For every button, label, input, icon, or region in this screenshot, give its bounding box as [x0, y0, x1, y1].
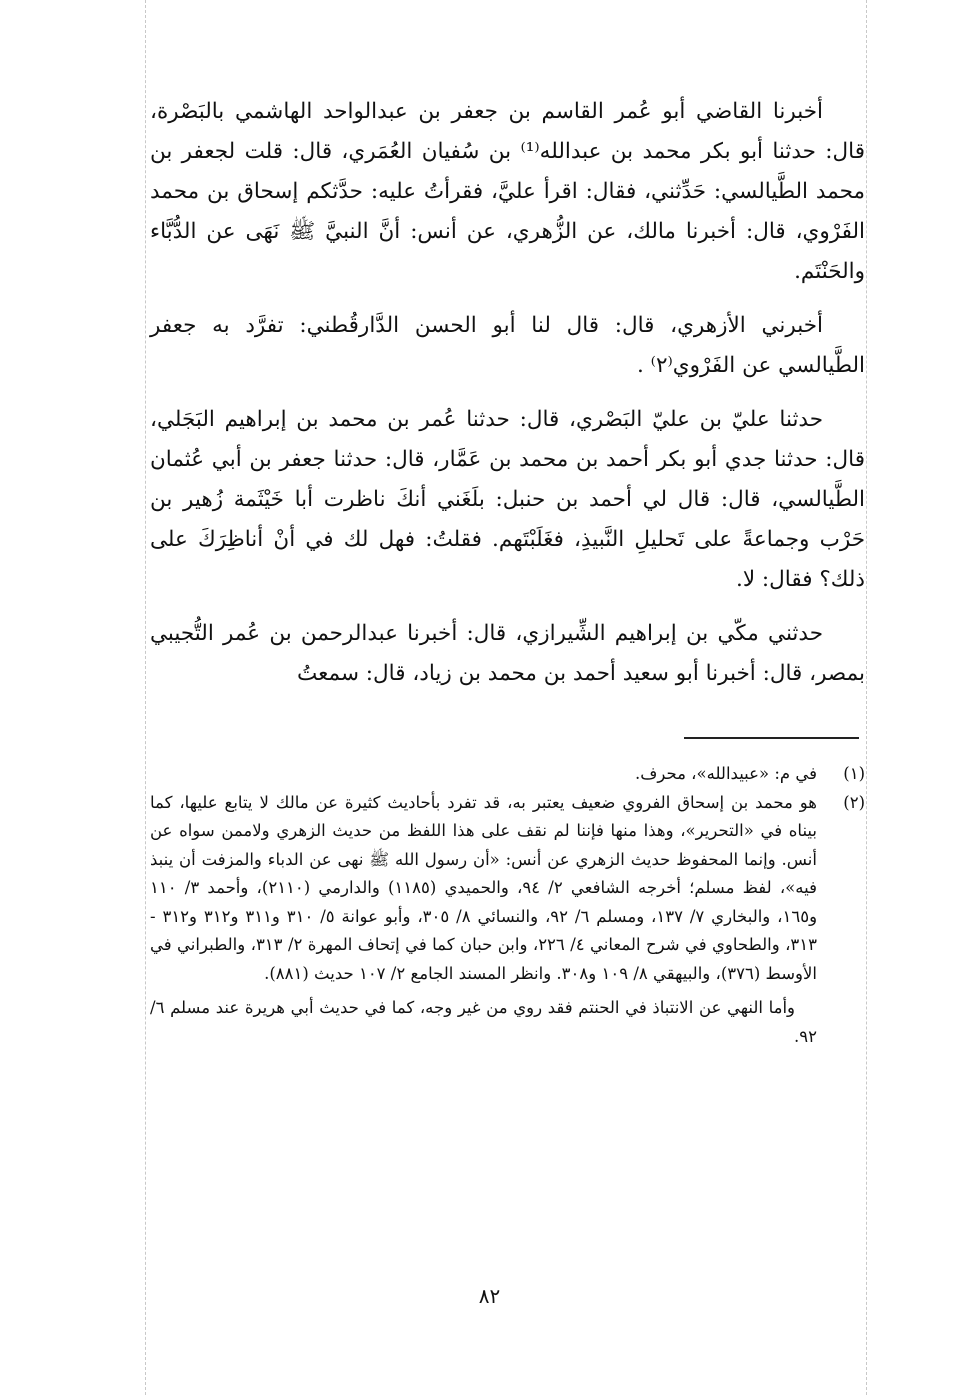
footnote-number: (١): [843, 764, 865, 783]
page-number: ٨٢: [478, 1284, 501, 1308]
paragraph-3: حدثنا عليّ بن عليّ البَصْري، قال: حدثنا عُمر بن محمد بن إبراهيم البَجَلي، قال: حدثنا جدي أبو بكر أحمد بن محمد بن عَمَّار، قال: حدثنا جعفر بن أبي عُثمان الطَّيالسي، قال: قال لي أحمد بن حنبل: بلَغَني أنكَ ناظرت أبا خَيْثَمة زُهير بن حَرْب وجماعةً على تَحليلِ النَّبيذِ، فغَلَبْتَهم. فقلتُ: فهل لك في أنْ أناظِرَكَ على ذلك؟ فقال: لا.: [150, 407, 865, 592]
paragraph-2: أخبرني الأزهري، قال: قال لنا أبو الحسن الدَّارقُطني: تفرَّد به جعفر الطَّيالسي عن الفَرْوي⁽٢⁾ .: [150, 313, 865, 378]
left-margin-guide: [145, 0, 146, 1395]
paragraph-1: أخبرنا القاضي أبو عُمر القاسم بن جعفر بن عبدالواحد الهاشمي بالبَصْرة، قال: حدثنا أبو بكر محمد بن عبدالله⁽¹⁾ بن سُفيان العُمَري، قال: قلت لجعفر بن محمد الطَّيالسي: حَدِّثني، فقال: اقرأ عليَّ، فقرأتُ عليه: حدَّثكم إسحاق بن محمد الفَرْوي، قال: أخبرنا مالك، عن الزُّهري، عن أنس: أنَّ النبيَّ ﷺ نَهَى عن الدُّبَّاء والحَنْتَم.: [150, 99, 865, 284]
paragraph-4: حدثني مكّي بن إبراهيم الشِّيرازي، قال: أخبرنا عبدالرحمن بن عُمر التُّجيبي بمصر، قال: أخبرنا أبو سعيد أحمد بن محمد بن زياد، قال: سمعتُ: [150, 621, 865, 686]
right-margin-guide: [866, 0, 867, 1395]
footnote-2: [150, 789, 865, 989]
footnote-text: في م: «عبيدالله»، محرف.: [635, 764, 817, 783]
footnote-number: (٢): [843, 792, 865, 812]
main-text: [150, 92, 865, 708]
footnote-text: هو محمد بن إسحاق الفروي ضعيف يعتبر به، قد تفرد بأحاديث كثيرة عن مالك لا يتابع عليها، كما بيناه في «التحرير»، وهذا منها فإننا لم نقف على هذا اللفظ من حديث الزهري ولاممن سواه عن أنس. وإنما المحفوظ حديث الزهري عن أنس: «أن رسول الله ﷺ نهى عن الدباء والمزفت أن ينبذ فيه»، لفظ مسلم؛ أخرجه الشافعي ٢/ ٩٤، والحميدي (١١٨٥) والدارمي (٢١١٠)، وأحمد ٣/ ١١٠ و١٦٥، والبخاري ٧/ ١٣٧، ومسلم ٦/ ٩٢، والنسائي ٨/ ٣٠٥، وأبو عوانة ٥/ ٣١٠ و٣١١ و٣١٢ و٣١٢ - ٣١٣، والطحاوي في شرح المعاني ٤/ ٢٢٦، وابن حبان كما في إتحاف المهرة ٢/ ٣١٣، والطبراني في الأوسط (٣٧٦)، والبيهقي ٨/ ١٠٩ و٣٠٨. وانظر المسند الجامع ٢/ ١٠٧ حديث (٨٨١).: [150, 792, 818, 983]
footnote-1: [150, 760, 865, 789]
footnotes: [150, 760, 865, 1051]
footnote-separator: [684, 737, 859, 739]
footnote-continuation: وأما النهي عن الانتباذ في الحنتم فقد روي من غير وجه، كما في حديث أبي هريرة عند مسلم ٦/ ٩٢.: [150, 998, 817, 1046]
